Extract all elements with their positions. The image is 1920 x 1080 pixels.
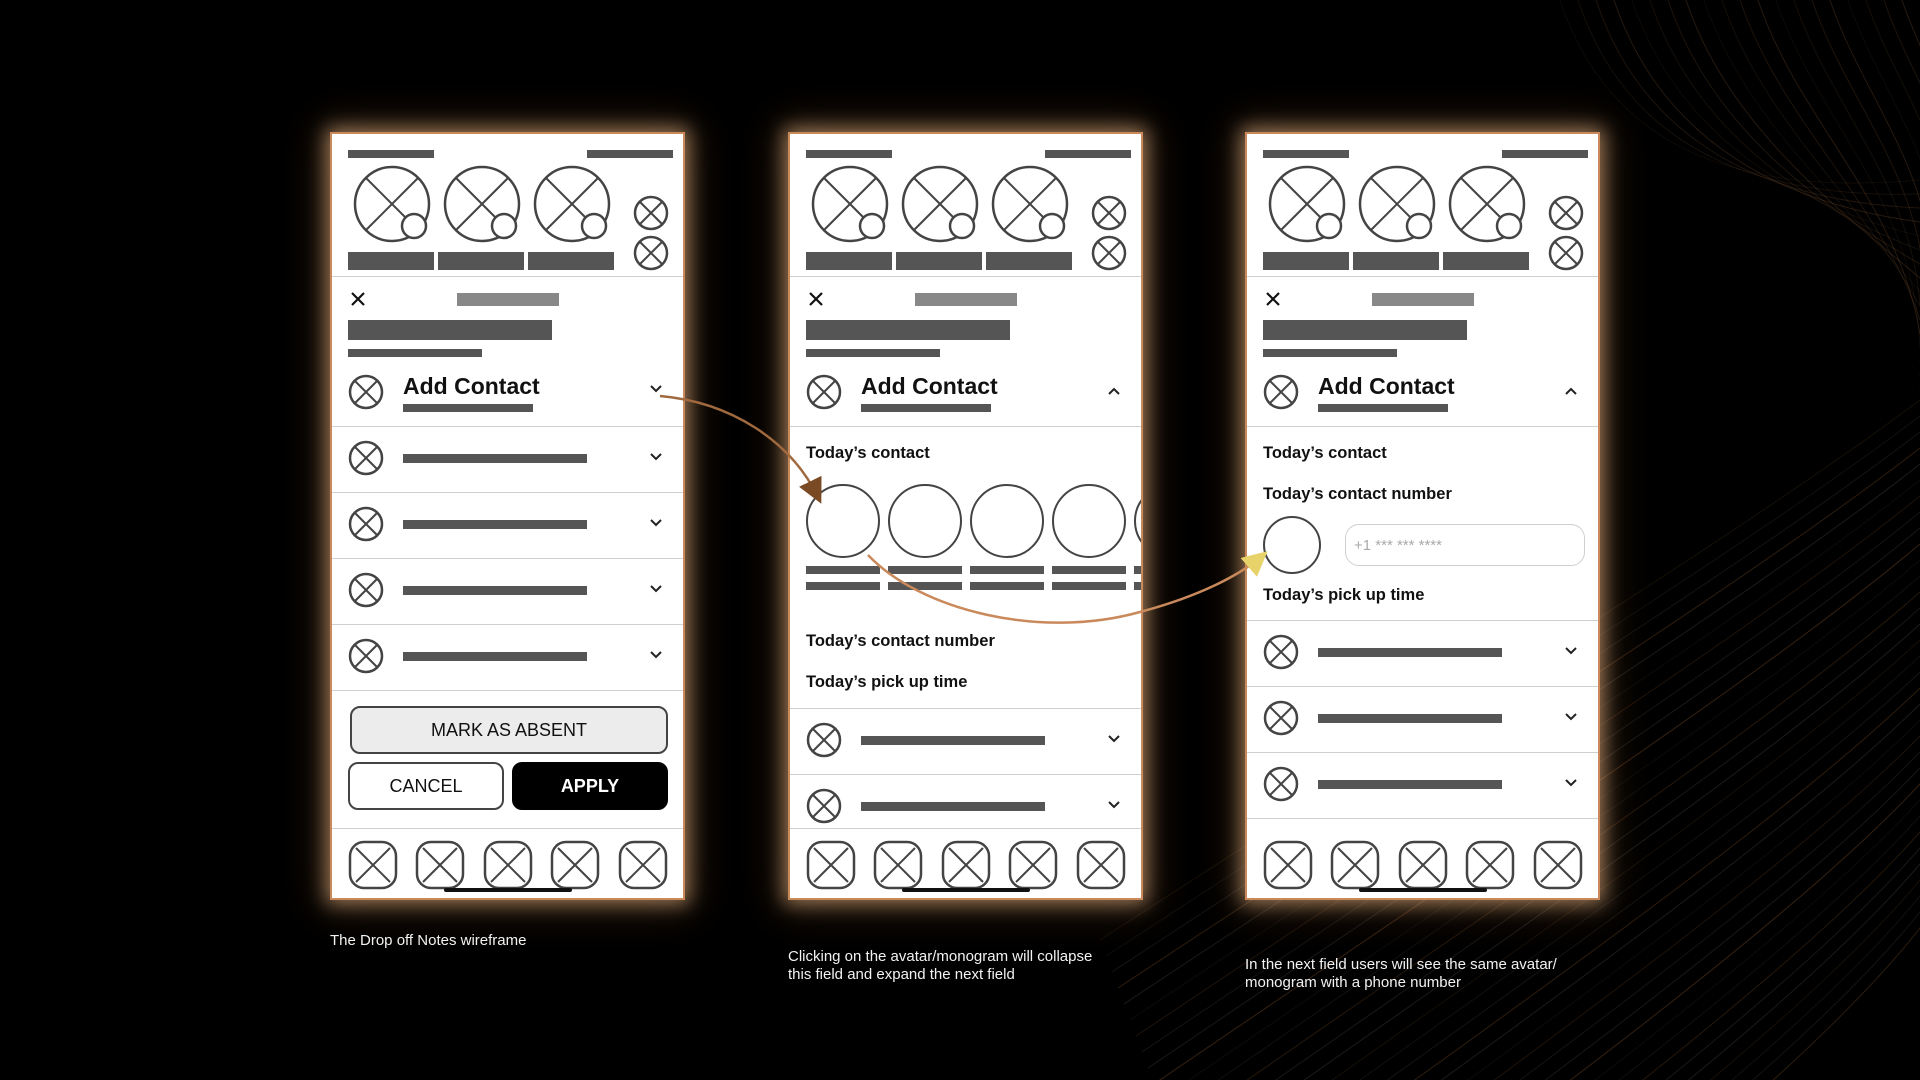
todays-contact-number-label[interactable]: Today’s contact number (806, 632, 995, 650)
avatar-name-bar (528, 252, 614, 270)
chevron-down-icon[interactable] (1107, 734, 1121, 744)
heading-bar (1263, 320, 1467, 340)
row-placeholder-icon (348, 638, 384, 674)
caption-line: Clicking on the avatar/monogram will collapse (788, 948, 1093, 965)
small-placeholder-icon[interactable] (1091, 235, 1127, 271)
background-curve (1560, 0, 1920, 183)
tab-bar-icon[interactable] (1076, 840, 1126, 890)
tab-bar-icon[interactable] (1465, 840, 1515, 890)
row-placeholder-icon (348, 374, 384, 410)
small-placeholder-icon[interactable] (633, 195, 669, 231)
row-placeholder-icon (1263, 766, 1299, 802)
row-text-bar (403, 652, 587, 661)
tab-bar-icon[interactable] (483, 840, 533, 890)
divider (1247, 426, 1598, 427)
chevron-down-icon[interactable] (649, 384, 663, 394)
avatar-name-bar (1353, 252, 1439, 270)
chevron-down-icon[interactable] (649, 518, 663, 528)
todays-pickup-time-label[interactable]: Today’s pick up time (806, 673, 968, 691)
row-placeholder-icon (348, 440, 384, 476)
tab-bar-icon[interactable] (618, 840, 668, 890)
divider (790, 828, 1141, 829)
avatar-label-bar (970, 566, 1044, 574)
subheading-bar (1263, 349, 1397, 357)
row-text-bar (861, 736, 1045, 745)
tab-bar-icon[interactable] (348, 840, 398, 890)
status-bar-left (348, 150, 434, 158)
subheading-bar (348, 349, 482, 357)
divider (332, 492, 683, 493)
row-text-bar (1318, 648, 1502, 657)
background-curve (1614, 0, 1920, 222)
divider (790, 708, 1141, 709)
row-text-bar (1318, 780, 1502, 789)
background-curve (1740, 0, 1920, 320)
heading-bar (806, 320, 1010, 340)
title-underline-bar (861, 404, 991, 412)
background-curve (1812, 0, 1920, 376)
divider (1247, 752, 1598, 753)
chevron-up-icon[interactable] (1107, 386, 1121, 396)
contact-avatar[interactable] (888, 484, 962, 558)
divider (1247, 620, 1598, 621)
contact-avatar[interactable] (806, 484, 880, 558)
todays-contact-label[interactable]: Today’s contact (1263, 444, 1387, 462)
row-placeholder-icon (806, 788, 842, 824)
avatar-name-bar (438, 252, 524, 270)
tab-bar-icon[interactable] (873, 840, 923, 890)
small-placeholder-icon[interactable] (1091, 195, 1127, 231)
caption-drop-off-notes: The Drop off Notes wireframe (330, 932, 527, 949)
chevron-up-icon[interactable] (1564, 386, 1578, 396)
tab-bar-icon[interactable] (1008, 840, 1058, 890)
selected-contact-avatar[interactable] (1263, 516, 1321, 574)
avatar-placeholder-icon[interactable] (1357, 164, 1437, 244)
divider (1247, 686, 1598, 687)
caption-line: this field and expand the next field (788, 966, 1015, 983)
row-text-bar (403, 520, 587, 529)
phone-number-input[interactable]: +1 *** *** **** (1345, 524, 1585, 566)
caption-line: monogram with a phone number (1245, 974, 1461, 991)
avatar-label-bar (806, 566, 880, 574)
apply-button[interactable]: APPLY (512, 762, 668, 810)
tab-bar-icon[interactable] (941, 840, 991, 890)
divider (790, 276, 1141, 277)
divider (1247, 818, 1598, 819)
tab-bar-icon[interactable] (550, 840, 600, 890)
tab-bar-icon[interactable] (1533, 840, 1583, 890)
wireframe-contact-expanded (788, 132, 1143, 900)
contact-avatar[interactable] (1052, 484, 1126, 558)
wireframe-contact-number (1245, 132, 1600, 900)
small-placeholder-icon[interactable] (1548, 235, 1584, 271)
status-bar-right (1502, 150, 1588, 158)
avatar-name-bar (348, 252, 434, 270)
background-curve (1884, 0, 1920, 432)
todays-contact-number-label: Today’s contact number (1263, 485, 1452, 503)
contact-avatar[interactable] (970, 484, 1044, 558)
row-placeholder-icon (348, 506, 384, 542)
tab-bar-icon[interactable] (806, 840, 856, 890)
home-indicator (444, 888, 572, 892)
divider (1247, 276, 1598, 277)
avatar-label-bar (1134, 566, 1143, 574)
background-curve (1902, 0, 1920, 446)
close-icon[interactable] (808, 291, 824, 307)
chevron-down-icon[interactable] (1564, 778, 1578, 788)
status-bar-left (806, 150, 892, 158)
status-bar-left (1263, 150, 1349, 158)
tab-bar-icon[interactable] (415, 840, 465, 890)
subheading-bar (806, 349, 940, 357)
row-placeholder-icon (1263, 374, 1299, 410)
divider (332, 426, 683, 427)
mark-as-absent-button[interactable]: MARK AS ABSENT (350, 706, 668, 754)
avatar-name-bar (806, 252, 892, 270)
avatar-name-bar (896, 252, 982, 270)
sheet-title-bar (1372, 293, 1474, 306)
background-curve (1722, 0, 1920, 306)
avatar-name-bar (986, 252, 1072, 270)
background-curve (1650, 0, 1920, 250)
caption-collapse-expand (788, 948, 1092, 984)
home-indicator (1359, 888, 1487, 892)
avatar-placeholder-icon[interactable] (990, 164, 1070, 244)
avatar-placeholder-icon[interactable] (810, 164, 890, 244)
divider (790, 774, 1141, 775)
heading-bar (348, 320, 552, 340)
contact-avatar[interactable] (1134, 484, 1143, 558)
row-placeholder-icon (806, 374, 842, 410)
add-contact-title[interactable]: Add Contact (861, 373, 998, 399)
divider (332, 624, 683, 625)
chevron-down-icon[interactable] (649, 584, 663, 594)
chevron-down-icon[interactable] (1564, 712, 1578, 722)
todays-pickup-time-label[interactable]: Today’s pick up time (1263, 586, 1425, 604)
divider (332, 276, 683, 277)
status-bar-right (587, 150, 673, 158)
row-text-bar (403, 586, 587, 595)
avatar-name-bar (1443, 252, 1529, 270)
add-contact-title[interactable]: Add Contact (403, 373, 540, 399)
tab-bar-icon[interactable] (1263, 840, 1313, 890)
row-text-bar (403, 454, 587, 463)
avatar-label-bar (888, 566, 962, 574)
avatar-label-bar (806, 582, 880, 590)
divider (790, 426, 1141, 427)
avatar-label-bar (888, 582, 962, 590)
cancel-button[interactable]: CANCEL (348, 762, 504, 810)
divider (332, 558, 683, 559)
divider (332, 690, 683, 691)
small-placeholder-icon[interactable] (1548, 195, 1584, 231)
chevron-down-icon[interactable] (1107, 800, 1121, 810)
caption-line: In the next field users will see the same avatar/ (1245, 956, 1557, 973)
row-text-bar (1318, 714, 1502, 723)
background-curve (1578, 0, 1920, 194)
close-icon[interactable] (350, 291, 366, 307)
chevron-down-icon[interactable] (1564, 646, 1578, 656)
row-text-bar (861, 802, 1045, 811)
wireframe-drop-off-notes (330, 132, 685, 900)
row-placeholder-icon (1263, 700, 1299, 736)
avatar-placeholder-icon[interactable] (532, 164, 612, 244)
caption-phone-number (1245, 956, 1557, 992)
title-underline-bar (403, 404, 533, 412)
sheet-title-bar (457, 293, 559, 306)
row-placeholder-icon (1263, 634, 1299, 670)
avatar-label-bar (970, 582, 1044, 590)
todays-contact-label: Today’s contact (806, 444, 930, 462)
close-icon[interactable] (1265, 291, 1281, 307)
avatar-placeholder-icon[interactable] (352, 164, 432, 244)
row-placeholder-icon (348, 572, 384, 608)
chevron-down-icon[interactable] (649, 452, 663, 462)
status-bar-right (1045, 150, 1131, 158)
chevron-down-icon[interactable] (649, 650, 663, 660)
avatar-placeholder-icon[interactable] (900, 164, 980, 244)
home-indicator (902, 888, 1030, 892)
avatar-placeholder-icon[interactable] (1447, 164, 1527, 244)
divider (332, 828, 683, 829)
background-curve (1632, 0, 1920, 236)
tab-bar-icon[interactable] (1330, 840, 1380, 890)
add-contact-title[interactable]: Add Contact (1318, 373, 1455, 399)
small-placeholder-icon[interactable] (633, 235, 669, 271)
row-placeholder-icon (806, 722, 842, 758)
title-underline-bar (1318, 404, 1448, 412)
tab-bar-icon[interactable] (1398, 840, 1448, 890)
avatar-name-bar (1263, 252, 1349, 270)
avatar-label-bar (1134, 582, 1143, 590)
background-curve (1776, 0, 1920, 348)
avatar-placeholder-icon[interactable] (1267, 164, 1347, 244)
avatar-placeholder-icon[interactable] (442, 164, 522, 244)
avatar-label-bar (1052, 582, 1126, 590)
sheet-title-bar (915, 293, 1017, 306)
avatar-label-bar (1052, 566, 1126, 574)
